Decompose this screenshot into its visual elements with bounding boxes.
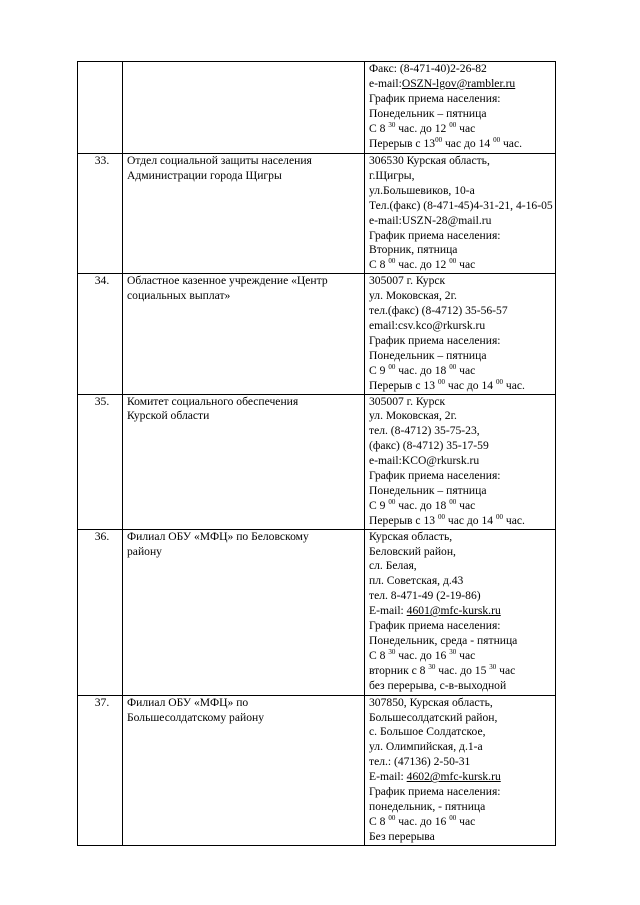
- contact-info-line: [369, 334, 555, 349]
- row-number: 36.: [78, 529, 123, 695]
- contact-info-line: [369, 424, 555, 439]
- contact-text: ул. Моковская, 2г.: [369, 409, 457, 423]
- row-number: 37.: [78, 695, 123, 845]
- row-number: 34.: [78, 274, 123, 394]
- contact-text: с. Большое Солдатское,: [369, 725, 486, 739]
- institution-name-line: Администрации города Щигры: [127, 168, 282, 182]
- contact-info-line: [369, 545, 555, 560]
- contact-text: 305007 г. Курск: [369, 274, 446, 288]
- contact-info-line: [369, 274, 555, 289]
- contact-text: час. до 12: [395, 258, 450, 272]
- contact-text: Понедельник – пятница: [369, 348, 487, 362]
- contact-info-line: [369, 77, 555, 92]
- contact-info-line: [369, 664, 555, 679]
- time-minutes-superscript: 00: [495, 377, 503, 386]
- contact-text: тел.(факс) (8-4712) 35-56-57: [369, 304, 508, 318]
- contact-text: час. до 18: [395, 363, 450, 377]
- contact-text: час.: [502, 513, 525, 527]
- contact-text: e-mail:USZN-28@mail.ru: [369, 213, 492, 227]
- contact-info-line: [369, 258, 555, 273]
- table-row: [78, 154, 556, 274]
- contact-info-line: [369, 830, 555, 845]
- institution-name: [123, 529, 365, 695]
- email-link[interactable]: OSZN-lgov@rambler.ru: [401, 76, 516, 90]
- contact-info-line: [369, 379, 555, 394]
- contact-info-line: [369, 169, 555, 184]
- contact-text: тел. 8-471-49 (2-19-86): [369, 589, 481, 603]
- time-minutes-superscript: 00: [449, 497, 457, 506]
- contact-text: пл. Советская, д.43: [369, 574, 464, 588]
- time-minutes-superscript: 00: [435, 135, 443, 144]
- contact-text: час: [456, 648, 476, 662]
- contact-text: Большесолдатский район,: [369, 710, 498, 724]
- email-link[interactable]: 4601@mfc-kursk.ru: [406, 604, 501, 618]
- contact-text: тел.: (47136) 2-50-31: [369, 755, 471, 769]
- institution-name-line: Комитет социального обеспечения: [127, 394, 299, 408]
- contact-info-line: [369, 634, 555, 649]
- time-minutes-superscript: 00: [449, 362, 457, 371]
- contact-info-line: [369, 800, 555, 815]
- contact-text: Тел.(факс) (8-471-45)4-31-21, 4-16-05: [369, 198, 553, 212]
- contact-info-line: [369, 679, 555, 694]
- contact-text: График приема населения:: [369, 91, 501, 105]
- contact-info-line: [369, 514, 555, 529]
- contact-text: Понедельник – пятница: [369, 483, 487, 497]
- contact-text: e-mail:KCO@rkursk.ru: [369, 454, 480, 468]
- institution-name-line: Областное казенное учреждение «Центр: [127, 274, 328, 288]
- contact-text: час. до 18: [395, 498, 450, 512]
- time-minutes-superscript: 00: [388, 814, 396, 823]
- time-minutes-superscript: 30: [489, 662, 497, 671]
- contact-info-line: [369, 454, 555, 469]
- contact-info-line: [369, 154, 555, 169]
- contact-text: Перерыв с 13: [369, 378, 438, 392]
- contact-text: 306530 Курская область,: [369, 154, 490, 167]
- contact-info-line: [369, 199, 555, 214]
- contact-text: час: [496, 663, 516, 677]
- contact-text: ул. Моковская, 2г.: [369, 289, 457, 303]
- contact-text: г.Щигры,: [369, 168, 415, 182]
- contact-text: час. до 12: [395, 121, 450, 135]
- contact-text: Понедельник – пятница: [369, 106, 487, 120]
- contact-text: Беловский район,: [369, 544, 456, 558]
- contact-info: [365, 62, 556, 154]
- contact-text: час. до 16: [395, 648, 450, 662]
- table-row: [78, 394, 556, 529]
- table-body: [78, 62, 556, 846]
- contact-info-line: [369, 530, 555, 545]
- institution-name-line: социальных выплат»: [127, 289, 231, 303]
- time-minutes-superscript: 00: [437, 377, 445, 386]
- contact-info: [365, 695, 556, 845]
- time-minutes-superscript: 30: [449, 648, 457, 657]
- contact-info-line: [369, 349, 555, 364]
- row-number: 35.: [78, 394, 123, 529]
- time-minutes-superscript: 00: [437, 512, 445, 521]
- contact-info-line: [369, 725, 555, 740]
- contact-text: ул. Олимпийская, д.1-а: [369, 740, 483, 754]
- time-minutes-superscript: 00: [388, 257, 396, 266]
- institution-name-line: Большесолдатскому району: [127, 710, 265, 724]
- contact-info-line: [369, 243, 555, 258]
- time-minutes-superscript: 30: [388, 120, 396, 129]
- contact-info: [365, 529, 556, 695]
- contact-text: E-mail:: [369, 604, 407, 618]
- contact-text: (факс) (8-4712) 35-17-59: [369, 439, 489, 453]
- contact-info-line: [369, 711, 555, 726]
- contact-info-line: [369, 604, 555, 619]
- contact-text: час: [456, 363, 476, 377]
- contact-text: час: [456, 814, 476, 828]
- contact-text: понедельник, - пятница: [369, 800, 486, 813]
- contact-info-line: [369, 469, 555, 484]
- institution-name-line: району: [127, 544, 162, 558]
- contact-info-line: [369, 137, 555, 152]
- contact-text: С 8: [369, 814, 389, 828]
- contact-info: [365, 394, 556, 529]
- institution-name: [123, 62, 365, 154]
- contact-text: E-mail:: [369, 770, 407, 784]
- contact-text: час: [456, 258, 476, 272]
- contact-info-line: [369, 499, 555, 514]
- contact-text: Без перерыва: [369, 829, 435, 843]
- time-minutes-superscript: 00: [388, 362, 396, 371]
- institution-name: [123, 154, 365, 274]
- contact-text: час до 14: [442, 136, 494, 150]
- contact-info-line: [369, 649, 555, 664]
- table-row: [78, 529, 556, 695]
- time-minutes-superscript: 00: [493, 135, 501, 144]
- email-link[interactable]: 4602@mfc-kursk.ru: [406, 770, 501, 784]
- contact-info-line: [369, 484, 555, 499]
- contact-info-line: [369, 740, 555, 755]
- contact-text: Курская область,: [369, 529, 453, 543]
- contact-info-line: [369, 574, 555, 589]
- contact-text: График приема населения:: [369, 228, 501, 242]
- contact-text: час.: [500, 136, 522, 150]
- contact-info-line: [369, 755, 555, 770]
- institution-name: [123, 274, 365, 394]
- contact-text: Вторник, пятница: [369, 243, 458, 257]
- time-minutes-superscript: 00: [449, 120, 457, 129]
- contact-info-line: [369, 229, 555, 244]
- contact-info: [365, 154, 556, 274]
- row-number: [78, 62, 123, 154]
- contact-text: вторник с 8: [369, 663, 429, 677]
- contact-text: без перерыва, с-в-выходной: [369, 678, 507, 692]
- contact-info-line: [369, 107, 555, 122]
- contact-text: С 8: [369, 121, 389, 135]
- contact-text: ул.Большевиков, 10-а: [369, 183, 475, 197]
- institution-name-line: Филиал ОБУ «МФЦ» по: [127, 695, 249, 709]
- contact-info-line: [369, 319, 555, 334]
- contact-info-line: [369, 589, 555, 604]
- time-minutes-superscript: 30: [428, 662, 436, 671]
- contact-info-line: [369, 395, 555, 410]
- contact-text: С 9: [369, 498, 389, 512]
- contact-info-line: [369, 289, 555, 304]
- contact-info: [365, 274, 556, 394]
- contact-text: Факс: (8-471-40)2-26-82: [369, 62, 487, 75]
- contact-text: С 8: [369, 258, 389, 272]
- contact-text: сл. Белая,: [369, 559, 417, 573]
- contact-info-line: [369, 214, 555, 229]
- contact-info-line: [369, 122, 555, 137]
- time-minutes-superscript: 00: [449, 257, 457, 266]
- contact-text: График приема населения:: [369, 785, 501, 799]
- contact-text: Перерыв с 13: [369, 513, 438, 527]
- contact-info-line: [369, 304, 555, 319]
- contact-info-line: [369, 619, 555, 634]
- table-row: [78, 62, 556, 154]
- institution-name: [123, 394, 365, 529]
- institution-name: [123, 695, 365, 845]
- contact-text: График приема населения:: [369, 469, 501, 483]
- contact-info-line: [369, 559, 555, 574]
- time-minutes-superscript: 00: [449, 814, 457, 823]
- institution-name-line: Отдел социальной защиты населения: [127, 154, 312, 167]
- time-minutes-superscript: 00: [388, 497, 396, 506]
- contact-text: тел. (8-4712) 35-75-23,: [369, 424, 480, 438]
- time-minutes-superscript: 00: [495, 512, 503, 521]
- contact-text: час. до 16: [395, 814, 450, 828]
- time-minutes-superscript: 30: [388, 648, 396, 657]
- contact-text: час: [456, 121, 476, 135]
- contact-text: С 9: [369, 363, 389, 377]
- institution-name-line: Курской области: [127, 409, 210, 423]
- contact-info-line: [369, 770, 555, 785]
- contact-text: 305007 г. Курск: [369, 394, 446, 408]
- contact-info-line: [369, 364, 555, 379]
- institution-name-line: Филиал ОБУ «МФЦ» по Беловскому: [127, 529, 309, 543]
- contact-text: С 8: [369, 648, 389, 662]
- table-row: [78, 274, 556, 394]
- contact-info-line: [369, 92, 555, 107]
- contact-text: График приема населения:: [369, 619, 501, 633]
- row-number: 33.: [78, 154, 123, 274]
- institutions-table: [77, 61, 556, 846]
- contact-info-line: [369, 815, 555, 830]
- contact-text: час. до 15: [435, 663, 490, 677]
- contact-text: e-mail:: [369, 76, 402, 90]
- contact-text: час до 14: [444, 378, 496, 392]
- contact-text: Понедельник, среда - пятница: [369, 634, 518, 647]
- contact-info-line: [369, 62, 555, 77]
- contact-text: час до 14: [444, 513, 496, 527]
- contact-text: email:csv.kco@rkursk.ru: [369, 318, 486, 332]
- contact-info-line: [369, 184, 555, 199]
- contact-info-line: [369, 409, 555, 424]
- contact-text: час: [456, 498, 476, 512]
- contact-info-line: [369, 696, 555, 711]
- contact-text: час.: [502, 378, 525, 392]
- contact-text: 307850, Курская область,: [369, 695, 493, 709]
- contact-text: График приема населения:: [369, 333, 501, 347]
- contact-text: Перерыв с 13: [369, 136, 436, 150]
- table-row: [78, 695, 556, 845]
- contact-info-line: [369, 785, 555, 800]
- contact-info-line: [369, 439, 555, 454]
